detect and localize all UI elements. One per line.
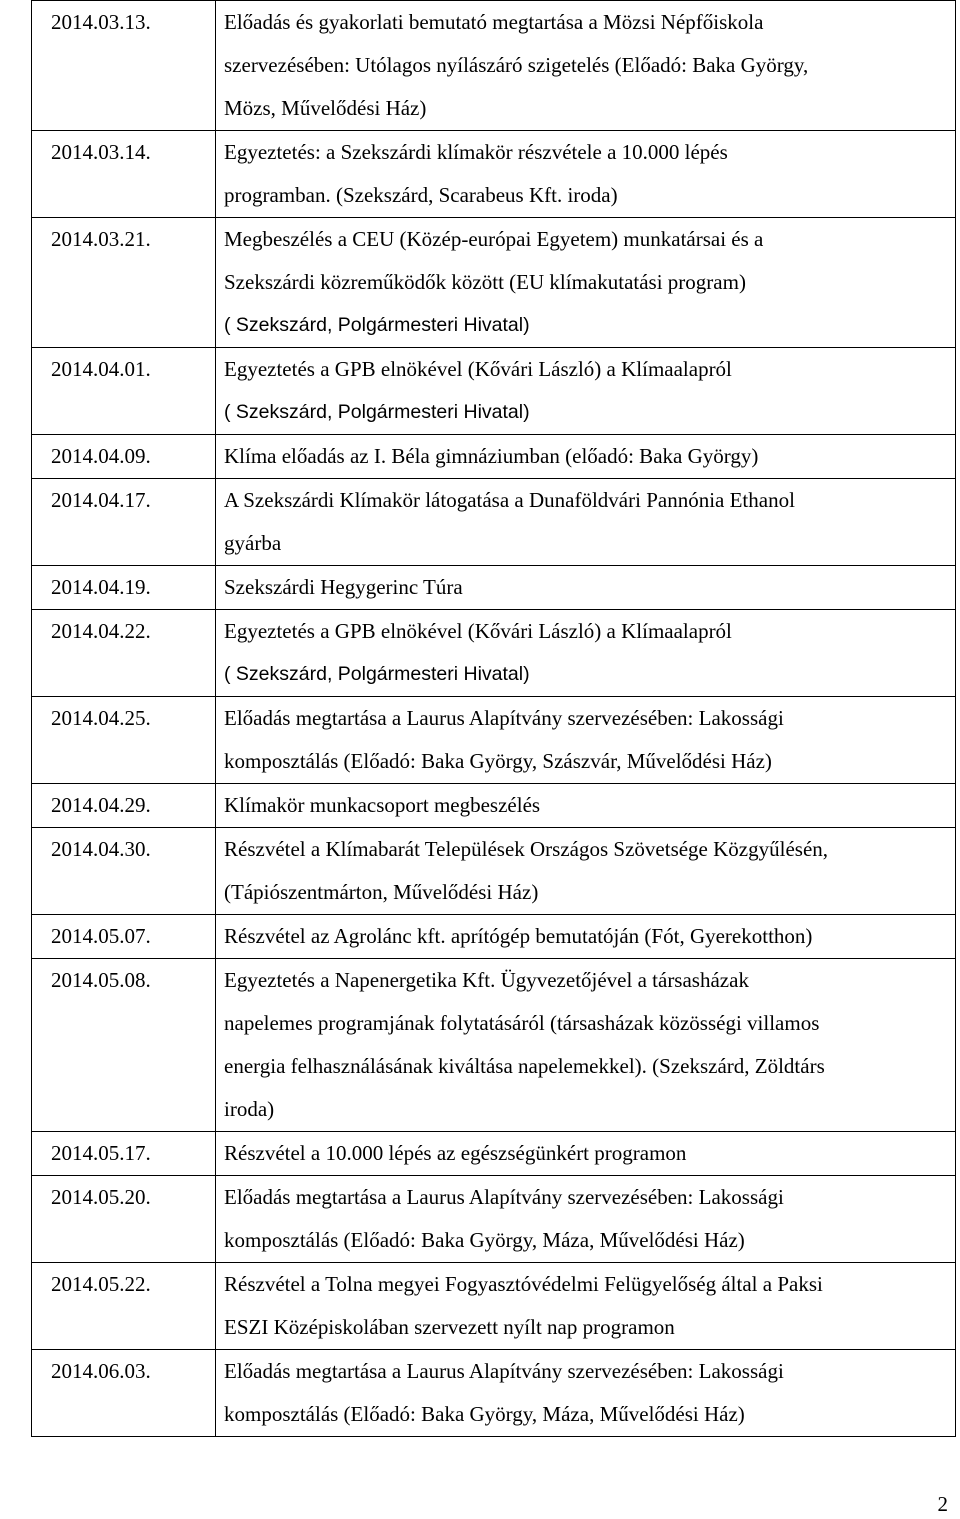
event-row (32, 435, 956, 479)
event-description-line: gyárba (224, 531, 282, 555)
event-description-line: (Tápiószentmárton, Művelődési Ház) (224, 880, 539, 904)
event-description-line: Részvétel a Klímabarát Települések Országos Szövetsége Közgyűlésén, (224, 837, 829, 861)
event-description-line: Egyeztetés: a Szekszárdi klímakör részvétele a 10.000 lépés (224, 140, 728, 164)
event-description-line: ( Szekszárd, Polgármesteri Hivatal) (224, 401, 530, 423)
event-description-line: ( Szekszárd, Polgármesteri Hivatal) (224, 663, 530, 685)
event-row (32, 610, 956, 697)
event-row (32, 1132, 956, 1176)
event-date: 2014.05.22. (32, 1263, 216, 1350)
event-date: 2014.05.07. (32, 915, 216, 959)
events-body (32, 1, 956, 1437)
event-description (216, 915, 956, 959)
event-description-line: komposztálás (Előadó: Baka György, Szászvár, Művelődési Ház) (224, 749, 772, 773)
event-row (32, 218, 956, 348)
event-description-line: szervezésében: Utólagos nyílászáró szigetelés (Előadó: Baka György, (224, 53, 809, 77)
event-description-line: Előadás megtartása a Laurus Alapítvány szervezésében: Lakossági (224, 1185, 784, 1209)
event-description-line: Részvétel az Agrolánc kft. aprítógép bemutatóján (Fót, Gyerekotthon) (224, 924, 813, 948)
event-description (216, 610, 956, 697)
event-description-line: iroda) (224, 1097, 275, 1121)
events-table (31, 0, 956, 1437)
event-row (32, 784, 956, 828)
event-description-line: Szekszárdi közreműködők között (EU klímakutatási program) (224, 270, 746, 294)
event-description (216, 1263, 956, 1350)
event-row (32, 131, 956, 218)
event-description-line: Megbeszélés a CEU (Közép-európai Egyetem) munkatársai és a (224, 227, 764, 251)
event-description-line: Mözs, Művelődési Ház) (224, 96, 427, 120)
event-description-line: energia felhasználásának kiváltása napelemekkel). (Szekszárd, Zöldtárs (224, 1054, 825, 1078)
event-date: 2014.04.25. (32, 697, 216, 784)
event-date: 2014.03.21. (32, 218, 216, 348)
event-date: 2014.04.29. (32, 784, 216, 828)
event-description-line: programban. (Szekszárd, Scarabeus Kft. iroda) (224, 183, 618, 207)
event-date: 2014.06.03. (32, 1350, 216, 1437)
event-date: 2014.03.13. (32, 1, 216, 131)
page-number: 2 (937, 1492, 948, 1516)
event-description (216, 218, 956, 348)
event-description-line: Egyeztetés a GPB elnökével (Kővári László) a Klímaalapról (224, 619, 732, 643)
event-date: 2014.04.17. (32, 479, 216, 566)
event-row (32, 1, 956, 131)
event-description-line: ( Szekszárd, Polgármesteri Hivatal) (224, 314, 530, 336)
event-description-line: Szekszárdi Hegygerinc Túra (224, 575, 463, 599)
event-description (216, 828, 956, 915)
event-description-line: Előadás megtartása a Laurus Alapítvány szervezésében: Lakossági (224, 706, 784, 730)
event-date: 2014.04.19. (32, 566, 216, 610)
event-date: 2014.04.22. (32, 610, 216, 697)
event-description (216, 1176, 956, 1263)
event-description-line: Előadás megtartása a Laurus Alapítvány szervezésében: Lakossági (224, 1359, 784, 1383)
event-description (216, 1, 956, 131)
event-row (32, 1350, 956, 1437)
event-description-line: Előadás és gyakorlati bemutató megtartása a Mözsi Népfőiskola (224, 10, 764, 34)
event-description-line: Részvétel a Tolna megyei Fogyasztóvédelmi Felügyelőség által a Paksi (224, 1272, 823, 1296)
event-description (216, 131, 956, 218)
event-description-line: Egyeztetés a Napenergetika Kft. Ügyvezetőjével a társasházak (224, 968, 749, 992)
event-description (216, 1132, 956, 1176)
event-description-line: Részvétel a 10.000 lépés az egészségünkért programon (224, 1141, 687, 1165)
event-date: 2014.04.01. (32, 348, 216, 435)
event-row (32, 697, 956, 784)
event-description (216, 1350, 956, 1437)
event-row (32, 479, 956, 566)
event-description-line: komposztálás (Előadó: Baka György, Máza, Művelődési Ház) (224, 1402, 745, 1426)
event-description (216, 348, 956, 435)
event-row (32, 348, 956, 435)
event-date: 2014.05.20. (32, 1176, 216, 1263)
event-description-line: napelemes programjának folytatásáról (társasházak közösségi villamos (224, 1011, 820, 1035)
event-row (32, 959, 956, 1132)
event-date: 2014.04.30. (32, 828, 216, 915)
event-row (32, 1263, 956, 1350)
event-description (216, 959, 956, 1132)
event-description-line: Klímakör munkacsoport megbeszélés (224, 793, 541, 817)
event-date: 2014.05.17. (32, 1132, 216, 1176)
event-row (32, 1176, 956, 1263)
event-description-line: Egyeztetés a GPB elnökével (Kővári László) a Klímaalapról (224, 357, 732, 381)
event-description-line: ESZI Középiskolában szervezett nyílt nap programon (224, 1315, 675, 1339)
event-row (32, 915, 956, 959)
event-row (32, 828, 956, 915)
event-description (216, 479, 956, 566)
event-description (216, 566, 956, 610)
event-row (32, 566, 956, 610)
event-date: 2014.05.08. (32, 959, 216, 1132)
event-description (216, 784, 956, 828)
event-date: 2014.03.14. (32, 131, 216, 218)
event-description-line: komposztálás (Előadó: Baka György, Máza, Művelődési Ház) (224, 1228, 745, 1252)
event-description-line: Klíma előadás az I. Béla gimnáziumban (előadó: Baka György) (224, 444, 759, 468)
event-description (216, 435, 956, 479)
event-date: 2014.04.09. (32, 435, 216, 479)
event-description-line: A Szekszárdi Klímakör látogatása a Dunaföldvári Pannónia Ethanol (224, 488, 795, 512)
event-description (216, 697, 956, 784)
